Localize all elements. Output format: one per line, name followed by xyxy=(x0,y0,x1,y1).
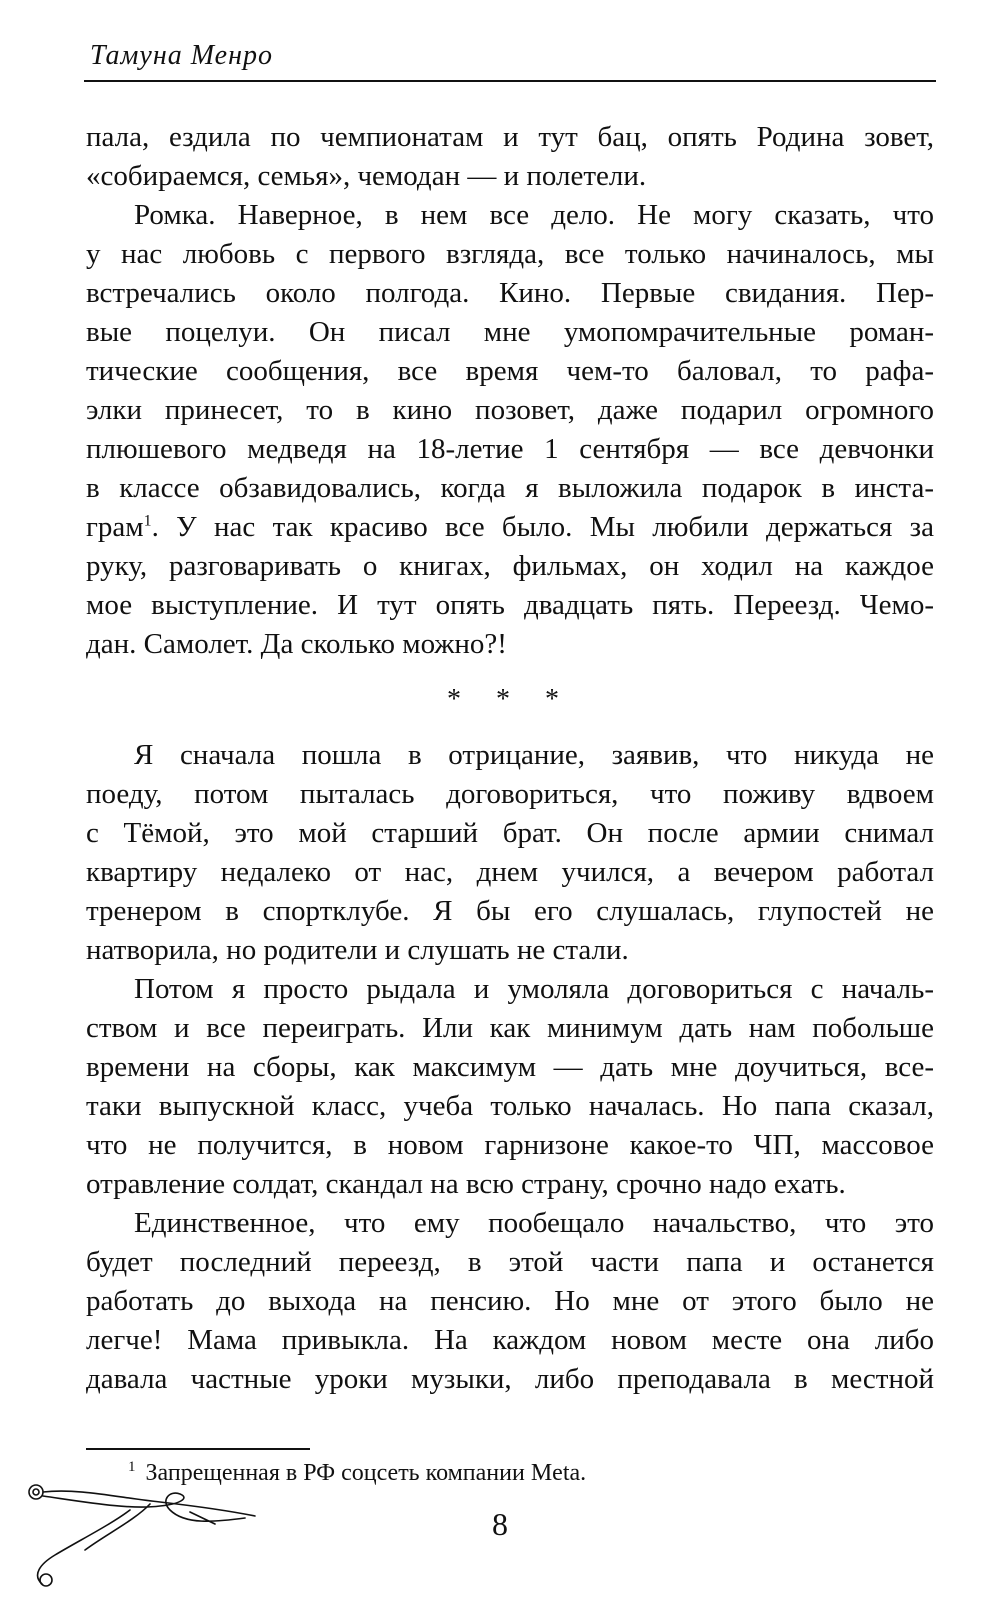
page-number: 8 xyxy=(492,1506,508,1542)
text-line: квартиру недалеко от нас, днем учился, а вечером работал xyxy=(86,856,934,888)
text-line: будет последний переезд, в этой части папа и останется xyxy=(86,1246,934,1278)
text-line: Единственное, что ему пообещало начальство, что это xyxy=(134,1207,934,1239)
text-line: давала частные уроки музыки, либо преподавала в местной xyxy=(86,1363,934,1395)
text-line: в классе обзавидовались, когда я выложила подарок в инста- xyxy=(86,472,934,504)
text-line: Ромка. Наверное, в нем все дело. Не могу сказать, что xyxy=(134,199,934,231)
text-line: «собираемся, семья», чемодан — и полетели. xyxy=(86,160,647,192)
text-line: плюшевого медведя на 18-летие 1 сентября — все девчонки xyxy=(86,433,934,465)
text-line: работать до выхода на пенсию. Но мне от этого было не xyxy=(86,1285,934,1317)
text-line: поеду, потом пыталась договориться, что поживу вдвоем xyxy=(86,778,934,810)
text-line: легче! Мама привыкла. На каждом новом месте она либо xyxy=(86,1324,934,1356)
text-line: у нас любовь с первого взгляда, все только начиналось, мы xyxy=(86,238,934,270)
text-line: вые поцелуи. Он писал мне умопомрачительные роман- xyxy=(86,316,934,348)
text-line: времени на сборы, как максимум — дать мне доучиться, все- xyxy=(86,1051,934,1083)
text-line xyxy=(86,508,934,547)
text-line: элки принесет, то в кино позовет, даже подарил огромного xyxy=(86,394,934,426)
header-divider xyxy=(84,80,936,82)
text-fragment: . У нас так красиво все было. Мы любили держаться за xyxy=(151,511,934,543)
text-line: Я сначала пошла в отрицание, заявив, что никуда не xyxy=(134,739,934,771)
text-line: таки выпускной класс, учеба только началась. Но папа сказал, xyxy=(86,1090,934,1122)
text-line: что не получится, в новом гарнизоне какое-то ЧП, массовое xyxy=(86,1129,934,1161)
running-head-author: Тамуна Менро xyxy=(90,40,273,71)
text-line: тренером в спортклубе. Я бы его слушалась, глупостей не xyxy=(86,895,934,927)
text-line: с Тёмой, это мой старший брат. Он после армии снимал xyxy=(86,817,934,849)
text-line: руку, разговаривать о книгах, фильмах, он ходил на каждое xyxy=(86,550,934,582)
footnote-divider xyxy=(86,1448,310,1450)
text-line: натворила, но родители и слушать не стали. xyxy=(86,934,629,966)
text-line: отравление солдат, скандал на всю страну, срочно надо ехать. xyxy=(86,1168,846,1200)
text-line: встречались около полгода. Кино. Первые свидания. Пер- xyxy=(86,277,934,309)
section-separator: * * * xyxy=(447,684,573,715)
text-line: пала, ездила по чемпионатам и тут бац, опять Родина зовет, xyxy=(86,121,934,153)
footnote-marker: 1 xyxy=(128,1459,136,1475)
text-line: Потом я просто рыдала и умоляла договориться с началь- xyxy=(134,973,934,1005)
text-line: ством и все переиграть. Или как минимум дать нам побольше xyxy=(86,1012,934,1044)
text-fragment: грам xyxy=(86,511,144,543)
text-line: тические сообщения, все время чем-то баловал, то рафа- xyxy=(86,355,934,387)
footnote-reference[interactable]: 1 xyxy=(143,512,152,530)
text-line: дан. Самолет. Да сколько можно?! xyxy=(86,628,507,660)
text-line: мое выступление. И тут опять двадцать пять. Переезд. Чемо- xyxy=(86,589,934,621)
footnote-text: Запрещенная в РФ соцсеть компании Meta. xyxy=(145,1460,587,1486)
main-text xyxy=(86,118,934,1399)
